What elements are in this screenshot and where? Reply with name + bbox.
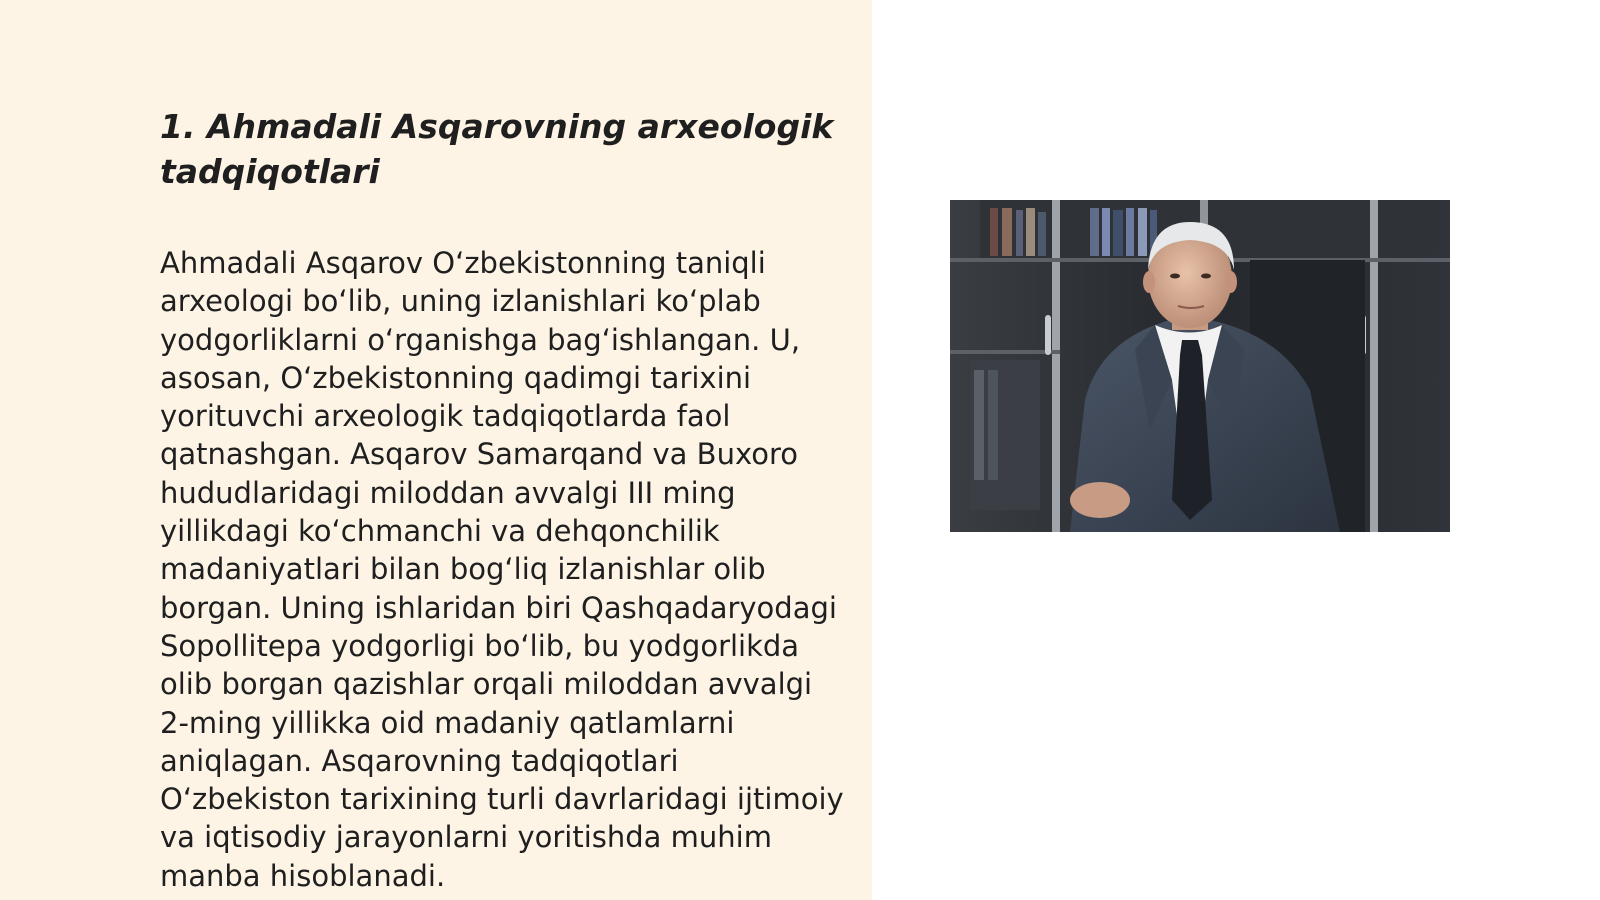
slide-body-text: Ahmadali Asqarov O‘zbekistonning taniqli arxeologi bo‘lib, uning izlanishlari ko‘plab yodgorliklarni o‘rganishga bag‘ishlangan. U, asosan, O‘zbekistonning qadimgi tarixini yorituvchi arxeologik tadqiqotlarda faol qatnashgan. Asqarov Samarqand va Buxoro hududlaridagi miloddan avvalgi III ming yillikdagi ko‘chmanchi va dehqonchilik madaniyatlari bilan bog‘liq izlanishlar olib borgan. Uning ishlaridan biri Qashqadaryodagi Sopollitepa yodgorligi bo‘lib, bu yodgorlikda olib borgan qazishlar orqali miloddan avvalgi 2-ming yillikka oid madaniy qatlamlarni aniqlagan. Asqarovning tadqiqotlari O‘zbekiston tarixining turli davrlaridagi ijtimoiy va iqtisodiy jarayonlarni yoritishda muhim manba hisoblanadi. xyxy=(160,246,844,893)
portrait-illustration xyxy=(950,200,1450,532)
slide-heading: 1. Ahmadali Asqarovning arxeologik tadqiqotlari xyxy=(160,107,834,191)
portrait-photo xyxy=(950,200,1450,532)
